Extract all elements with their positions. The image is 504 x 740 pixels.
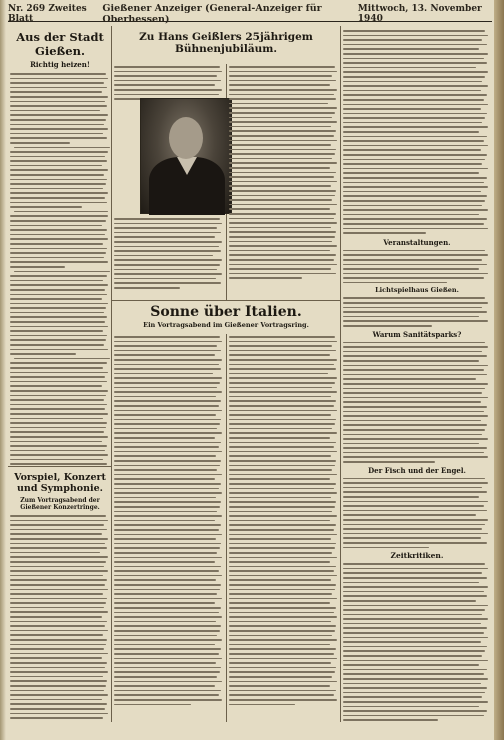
article-title-italien: Sonne über Italien. <box>150 304 302 320</box>
column-right <box>343 26 491 722</box>
column-konzert <box>10 470 110 722</box>
article-title-warum: Warum Sanitätsparks? <box>372 329 462 339</box>
article-subtitle-italien: Ein Vortragsabend im Gießener Vortragsring. <box>143 321 309 329</box>
column-stadt <box>10 26 110 466</box>
article-body-konzert <box>10 515 110 722</box>
article-title-veranstaltungen: Veranstaltungen. <box>383 237 451 247</box>
column-rule <box>111 26 112 722</box>
column-rule <box>340 26 341 722</box>
column-geissler-caption <box>114 218 224 300</box>
masthead-issue: Nr. 269 Zweites Blatt <box>8 3 87 24</box>
portrait-photo <box>140 98 232 214</box>
headline-geissler-block <box>114 26 338 66</box>
article-title-geissler: Zu Hans Geißlers 25jährigem Bühnenjubiläum. <box>139 31 313 55</box>
column-italien-right <box>229 336 339 722</box>
column-italien-left <box>114 336 224 722</box>
masthead-date: Mittwoch, 13. November 1940 <box>357 3 482 24</box>
masthead-title: Gießener Anzeiger (General-Anzeiger für Oberhessen) <box>102 2 322 25</box>
article-subtitle-stadt: Richtig heizen! <box>30 60 90 69</box>
page-edge <box>0 0 6 740</box>
masthead <box>8 2 492 25</box>
article-title-stadt: Aus der Stadt Gießen. <box>16 30 104 58</box>
headline-italien-block <box>114 302 338 334</box>
binding-spine <box>494 0 504 740</box>
article-title-kino: Lichtspielhaus Gießen. <box>375 286 459 295</box>
section-rule <box>112 300 340 301</box>
column-geissler-right <box>229 66 339 298</box>
article-title-konzert: Vorspiel, Konzert und Symphonie. <box>14 472 106 494</box>
article-subtitle-konzert: Zum Vortragsabend der Gießener Konzertringe. <box>20 497 100 511</box>
section-rule <box>8 466 111 467</box>
article-title-zeitkritiken: Zeitkritiken. <box>390 551 444 561</box>
column-rule <box>226 334 227 722</box>
article-title-fisch: Der Fisch und der Engel. <box>368 465 466 475</box>
article-body-stadt <box>10 73 110 466</box>
